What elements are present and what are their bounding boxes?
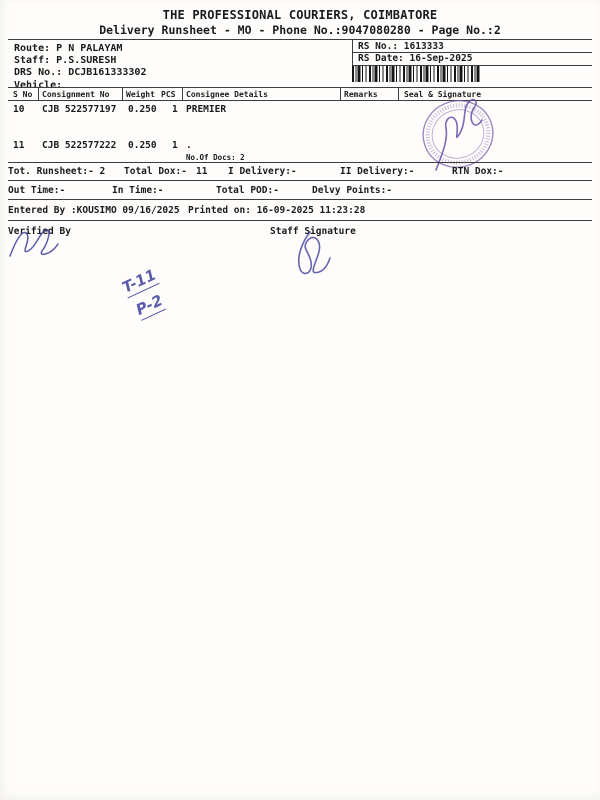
drs-label: DRS No.: — [14, 67, 63, 78]
col-header-consignment: Consignment No — [42, 90, 110, 99]
cell-consignment: CJB 522577197 — [42, 104, 117, 115]
rs-no-value: 1613333 — [403, 41, 444, 52]
col-header-sno: S No — [13, 90, 33, 99]
printed-on: Printed on: 16-09-2025 11:23:28 — [188, 205, 366, 216]
handwritten-note-1: T-11 — [119, 265, 159, 297]
rs-no-field — [358, 41, 444, 52]
divider — [8, 220, 592, 221]
col-header-consignee: Consignee Details — [186, 90, 268, 99]
verified-by-signature — [2, 220, 64, 265]
cell-sno: 11 — [13, 140, 25, 151]
ii-delivery: II Delivery:- — [340, 166, 415, 177]
drs-field — [14, 67, 146, 78]
cell-sno: 10 — [13, 104, 25, 115]
route-label: Route: — [14, 43, 51, 54]
column-separator — [122, 87, 123, 100]
rs-date-label: RS Date: — [358, 53, 404, 64]
rs-date-field — [358, 53, 472, 64]
total-pod: Total POD:- — [216, 185, 279, 196]
staff-signature-label: Staff Signature — [270, 226, 356, 237]
drs-barcode — [352, 66, 481, 82]
cell-pcs: 1 — [172, 104, 178, 115]
column-separator — [38, 87, 39, 100]
col-header-seal: Seal & Signature — [404, 90, 482, 99]
staff-signature-scribble — [286, 228, 341, 280]
docs-count-note: No.Of Docs: 2 — [186, 153, 245, 162]
rs-no-label: RS No.: — [358, 41, 399, 52]
column-separator — [398, 87, 399, 100]
handwritten-note-2: P-2 — [133, 291, 166, 320]
courier-seal-stamp — [408, 92, 508, 177]
cell-consignment: CJB 522577222 — [42, 140, 117, 151]
page-subtitle: Delivery Runsheet - MO - Phone No.:9047080280 - Page No.:2 — [99, 23, 501, 37]
divider — [8, 199, 592, 200]
cell-consignee: . — [186, 140, 192, 151]
total-dox-label: Total Dox:- — [124, 166, 187, 177]
page-title: THE PROFESSIONAL COURIERS, COIMBATORE — [162, 8, 438, 22]
col-header-pcs: PCS — [161, 90, 176, 99]
staff-label: Staff: — [14, 55, 51, 66]
divider — [8, 180, 592, 181]
rtn-dox: RTN Dox:- — [452, 166, 504, 177]
i-delivery: I Delivery:- — [228, 166, 297, 177]
divider — [8, 39, 592, 40]
route-field — [14, 43, 122, 54]
staff-field — [14, 55, 116, 66]
in-time: In Time:- — [112, 185, 164, 196]
verified-by-label: Verified By — [8, 226, 71, 237]
total-dox-value: 11 — [196, 166, 208, 177]
tot-runsheet: Tot. Runsheet:- 2 — [8, 166, 106, 177]
cell-consignee: PREMIER — [186, 104, 227, 115]
cell-weight: 0.250 — [128, 104, 157, 115]
col-header-remarks: Remarks — [344, 90, 378, 99]
delvy-points: Delvy Points:- — [312, 185, 393, 196]
column-separator — [340, 87, 341, 100]
col-header-weight: Weight — [126, 90, 155, 99]
drs-value: DCJB161333302 — [68, 67, 147, 78]
cell-pcs: 1 — [172, 140, 178, 151]
vehicle-label: Vehicle: — [14, 80, 63, 91]
entered-by: Entered By :KOUSIMO 09/16/2025 — [8, 205, 180, 216]
rs-date-value: 16-Sep-2025 — [409, 53, 473, 64]
staff-value: P.S.SURESH — [56, 55, 117, 66]
table-top-line — [8, 87, 592, 88]
column-separator — [182, 87, 183, 100]
divider — [8, 162, 592, 163]
out-time: Out Time:- — [8, 185, 66, 196]
cell-weight: 0.250 — [128, 140, 157, 151]
route-value: P N PALAYAM — [56, 43, 123, 54]
